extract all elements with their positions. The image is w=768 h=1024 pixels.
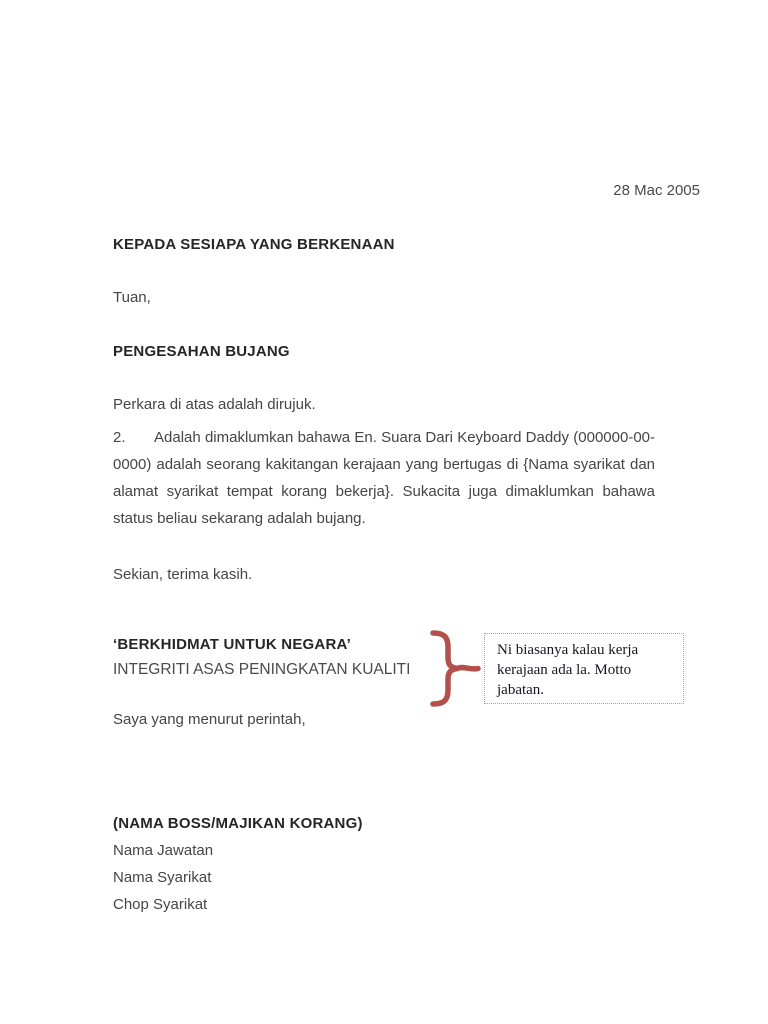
annotation-note-box — [484, 633, 684, 704]
annotation-brace-icon — [421, 627, 487, 709]
signature-stamp: Chop Syarikat — [113, 896, 208, 913]
subject-line: PENGESAHAN BUJANG — [113, 343, 290, 360]
paragraph-text: Adalah dimaklumkan bahawa En. Suara Dari Keyboard Daddy (000000-00-0000) adalah seorang kakitangan kerajaan yang bertugas di {Nama syarikat dan alamat syarikat tempat korang bekerja}. Sukacita juga dimaklumkan bahawa status beliau sekarang adalah bujang. — [113, 429, 655, 527]
annotation-note-text: Ni biasanya kalau kerja kerajaan ada la. Motto jabatan. — [497, 642, 639, 698]
motto-secondary: INTEGRITI ASAS PENINGKATAN KUALITI — [113, 661, 411, 678]
letter-date: 28 Mac 2005 — [613, 182, 700, 199]
signature-company: Nama Syarikat — [113, 869, 212, 886]
motto-primary: ‘BERKHIDMAT UNTUK NEGARA’ — [113, 636, 352, 653]
recipient-heading: KEPADA SESIAPA YANG BERKENAAN — [113, 236, 395, 253]
sign-off-line: Saya yang menurut perintah, — [113, 711, 306, 728]
reference-line: Perkara di atas adalah dirujuk. — [113, 396, 316, 413]
salutation: Tuan, — [113, 289, 151, 306]
paragraph-number: 2. — [113, 429, 126, 446]
closing-line: Sekian, terima kasih. — [113, 566, 253, 583]
brace-pointer-tail — [457, 668, 478, 669]
signature-name: (NAMA BOSS/MAJIKAN KORANG) — [113, 815, 363, 832]
brace-curve — [433, 633, 457, 704]
body-paragraph — [113, 424, 655, 532]
signature-job-title: Nama Jawatan — [113, 842, 214, 859]
